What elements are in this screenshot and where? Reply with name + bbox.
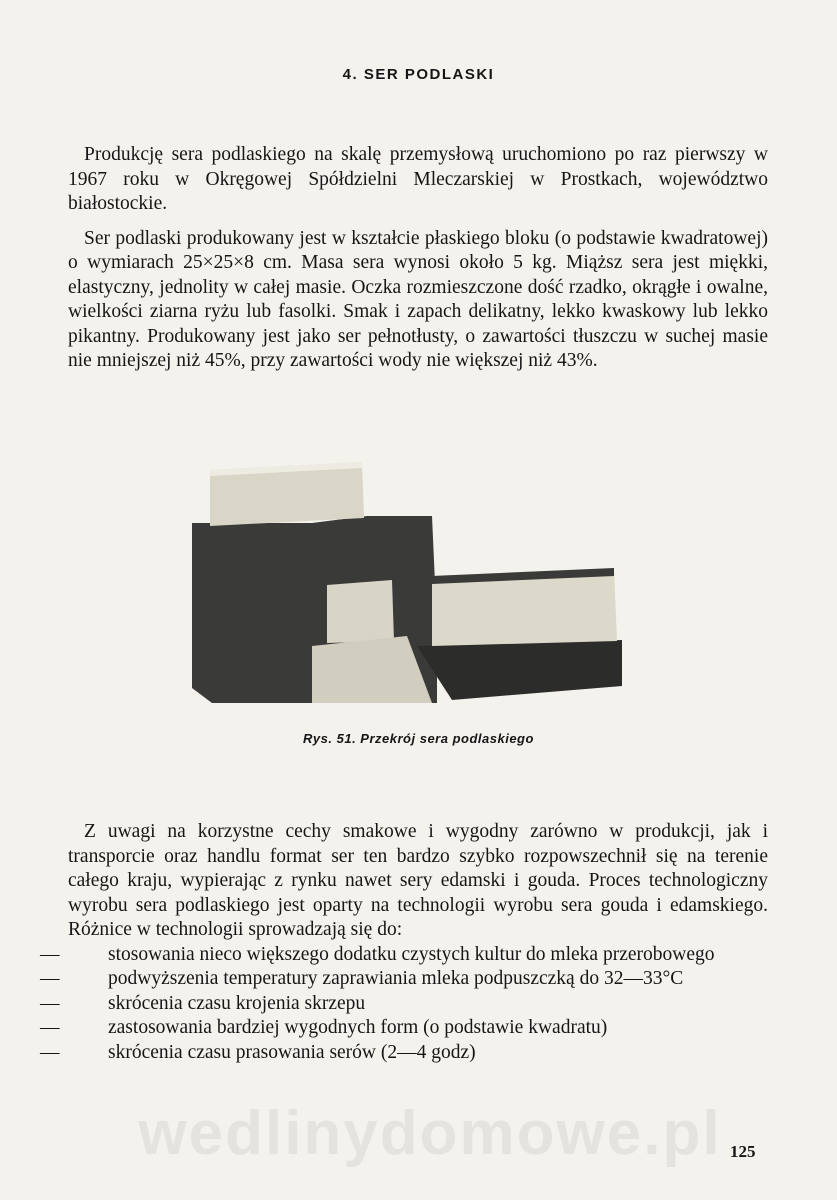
list-dash: — [40,1017,60,1038]
watermark: wedlinydomowe.pl [138,1099,722,1168]
list-dash: — [40,968,60,989]
cheese-cross-section-photo [192,458,622,706]
technology-differences-list [40,943,768,1066]
list-dash: — [40,943,60,965]
intro-text-block [68,143,768,374]
paragraph-cheese-description: Ser podlaski produkowany jest w kształcie płaskiego bloku (o podstawie kwadratowej) o wymiarach 25×25×8 cm. Masa sera wynosi około 5 kg. Miąższ sera jest miękki, elastyczny, jednolity w całej masie. Oczka rozmieszczone dość rzadko, okrągłe i owalne, wielkości ziarna ryżu lub fasolki. Smak i zapach delikatny, lekko kwaskowy lub lekko pikantny. Produkowany jest jako ser pełnotłusty, o zawartości tłuszczu w suchej masie nie mniejszej niż 45%, przy zawartości wody nie większej niż 43%. [68,227,768,371]
paragraph-production-history: Produkcję sera podlaskiego na skalę przemysłową uruchomiono po raz pierwszy w 1967 roku w Okręgowej Spółdzielni Mleczarskiej w Prostkach, województwo białostockie. [68,144,768,214]
list-item: — podwyższenia temperatury zaprawiania mleka podpuszczką do 32—33°C [68,967,768,992]
list-dash: — [40,1041,60,1063]
technology-text-block [40,820,768,1065]
page-number: 125 [730,1142,756,1161]
section-title: 4. SER PODLASKI [342,66,495,83]
list-item: — zastosowania bardziej wygodnych form (o podstawie kwadratu) [68,1016,768,1041]
list-dash: — [40,992,60,1014]
figure-caption: Rys. 51. Przekrój sera podlaskiego [303,731,534,746]
list-item: — skrócenia czasu prasowania serów (2—4 godz) [68,1041,768,1066]
paragraph-technology: Z uwagi na korzystne cechy smakowe i wygodny zarówno w produkcji, jak i transporcie oraz handlu format ser ten bardzo szybko rozpowszechnił się na terenie całego kraju, wypierając z rynku nawet sery edamski i gouda. Proces technologiczny wyrobu sera podlaskiego jest oparty na technologii wyrobu sera gouda i edamskiego. Różnice w technologii sprowadzają się do: [68,821,768,940]
list-item: — skrócenia czasu krojenia skrzepu [68,992,768,1017]
list-item: — stosowania nieco większego dodatku czystych kultur do mleka przerobowego [68,943,768,968]
